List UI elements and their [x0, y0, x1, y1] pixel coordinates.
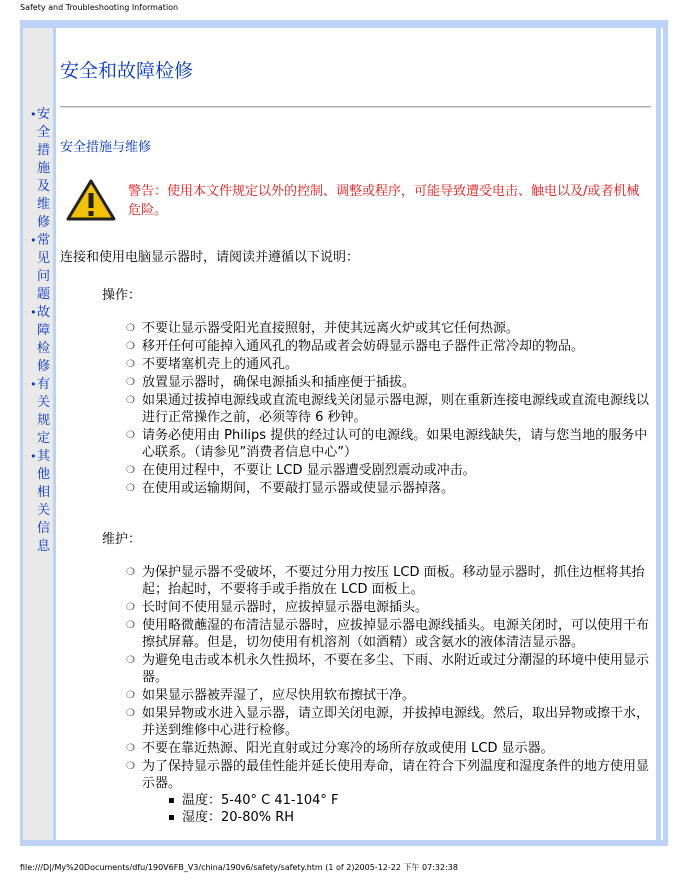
title-divider: [60, 106, 651, 108]
list-item: ❍ 如果通过拔掉电源线或直流电源线关闭显示器电源，则在重新连接电源线或直流电源线以进行正常操作之前，必须等待 6 秒钟。: [126, 393, 650, 425]
circle-bullet-icon: ❍: [126, 655, 135, 666]
sidebar-item-label[interactable]: 安全措施及维修: [37, 107, 51, 230]
list-item: ❍ 不要让显示器受阳光直接照射，并使其远离火炉或其它任何热源。: [126, 321, 520, 336]
nav-bullet-icon: •: [30, 306, 37, 319]
intro-text: 连接和使用电脑显示器时，请阅读并遵循以下说明：: [60, 250, 360, 265]
operation-heading: 操作：: [102, 288, 142, 303]
list-item: ❍ 移开任何可能掉入通风孔的物品或者会妨碍显示器电子器件正常冷却的物品。: [126, 339, 585, 354]
page-title: 安全和故障检修: [60, 60, 194, 82]
sidebar-item-faq[interactable]: [30, 232, 50, 304]
sidebar-item-safety[interactable]: [30, 106, 50, 232]
warning-text: 警告：使用本文件规定以外的控制、调整或程序，可能导致遭受电击、触电以及/或者机械危险。: [128, 184, 640, 218]
nav-bullet-icon: •: [30, 450, 37, 463]
maintenance-list: [126, 564, 654, 827]
nav-bullet-icon: •: [30, 108, 37, 121]
circle-bullet-icon: ❍: [126, 430, 135, 441]
circle-bullet-icon: ❍: [126, 761, 135, 772]
nav-bullet-icon: •: [30, 234, 37, 247]
circle-bullet-icon: ❍: [126, 323, 135, 334]
square-bullet-icon: ▪: [168, 812, 175, 823]
warning-triangle-icon: [66, 179, 116, 221]
circle-bullet-icon: ❍: [126, 708, 135, 719]
page-frame: [20, 20, 668, 846]
operation-list: [126, 320, 654, 498]
list-item: ▪ 湿度：20-80% RH: [168, 810, 295, 825]
list-item: ❍ 如果异物或水进入显示器，请立即关闭电源，并拔掉电源线。然后，取出异物或擦干水，并送到维修中心进行检修。: [126, 706, 650, 738]
print-header: Safety and Troubleshooting Information: [20, 3, 179, 12]
main-content: [56, 28, 656, 840]
sidebar-item-label[interactable]: 其他相关信息: [37, 449, 51, 554]
circle-bullet-icon: ❍: [126, 602, 135, 613]
circle-bullet-icon: ❍: [126, 620, 135, 631]
list-item: ❍ 不要在靠近热源、阳光直射或过分寒冷的场所存放或使用 LCD 显示器。: [126, 741, 554, 756]
list-item: ❍ 为了保持显示器的最佳性能并延长使用寿命，请在符合下列温度和湿度条件的地方使用显示器。 ▪ 温度：5-40° C 41-104° F ▪ 湿度：20-80% RH: [126, 758, 654, 826]
list-item: ❍ 为保护显示器不受破坏，不要过分用力按压 LCD 面板。移动显示器时，抓住边框将其抬起；抬起时，不要将手或手指放在 LCD 面板上。: [126, 565, 645, 597]
list-item: ❍ 如果显示器被弄湿了，应尽快用软布擦拭干净。: [126, 688, 416, 703]
list-item: ❍ 长时间不使用显示器时，应拔掉显示器电源插头。: [126, 600, 429, 615]
maintenance-heading: 维护：: [102, 532, 142, 547]
sidebar-item-label[interactable]: 常见问题: [37, 233, 51, 302]
circle-bullet-icon: ❍: [126, 483, 135, 494]
list-item: ▪ 温度：5-40° C 41-104° F: [168, 793, 339, 808]
nav-bullet-icon: •: [30, 378, 37, 391]
list-item: ❍ 使用略微蘸湿的布清洁显示器时，应拔掉显示器电源线插头。电源关闭时，可以使用干布擦拭屏幕。但是，切勿使用有机溶剂（如酒精）或含氨水的液体清洁显示器。: [126, 618, 650, 650]
circle-bullet-icon: ❍: [126, 690, 135, 701]
sidebar-item-other-info[interactable]: [30, 448, 50, 556]
list-item: ❍ 在使用或运输期间，不要敲打显示器或使显示器掉落。: [126, 481, 455, 496]
circle-bullet-icon: ❍: [126, 359, 135, 370]
circle-bullet-icon: ❍: [126, 341, 135, 352]
sidebar-item-troubleshooting[interactable]: [30, 304, 50, 376]
circle-bullet-icon: ❍: [126, 743, 135, 754]
circle-bullet-icon: ❍: [126, 567, 135, 578]
print-footer: file:///D|/My%20Documents/dfu/190V6FB_V3/china/190v6/safety/safety.htm (1 of 2)2005-12-22 下午 07:32:38: [20, 863, 458, 872]
list-item: ❍ 在使用过程中，不要让 LCD 显示器遭受剧烈震动或冲击。: [126, 463, 476, 478]
sidebar: [23, 28, 53, 840]
sidebar-item-label[interactable]: 有关规定: [37, 377, 51, 446]
sidebar-item-label[interactable]: 故障检修: [37, 305, 51, 374]
list-item: ❍ 放置显示器时，确保电源插头和插座便于插拔。: [126, 375, 416, 390]
list-item: ❍ 不要堵塞机壳上的通风孔。: [126, 357, 299, 372]
circle-bullet-icon: ❍: [126, 465, 135, 476]
circle-bullet-icon: ❍: [126, 395, 135, 406]
sidebar-nav: [30, 106, 50, 556]
sidebar-item-regulatory[interactable]: [30, 376, 50, 448]
frame-divider: [661, 28, 663, 840]
conditions-list: [142, 792, 654, 826]
square-bullet-icon: ▪: [168, 795, 175, 806]
circle-bullet-icon: ❍: [126, 377, 135, 388]
list-item: ❍ 请务必使用由 Philips 提供的经过认可的电源线。如果电源线缺失，请与您当地的服务中心联系。（请参见”消费者信息中心”）: [126, 428, 648, 460]
list-item: ❍ 为避免电击或本机永久性损坏，不要在多尘、下雨、水附近或过分潮湿的环境中使用显示器。: [126, 653, 650, 685]
section-title: 安全措施与维修: [60, 140, 152, 155]
